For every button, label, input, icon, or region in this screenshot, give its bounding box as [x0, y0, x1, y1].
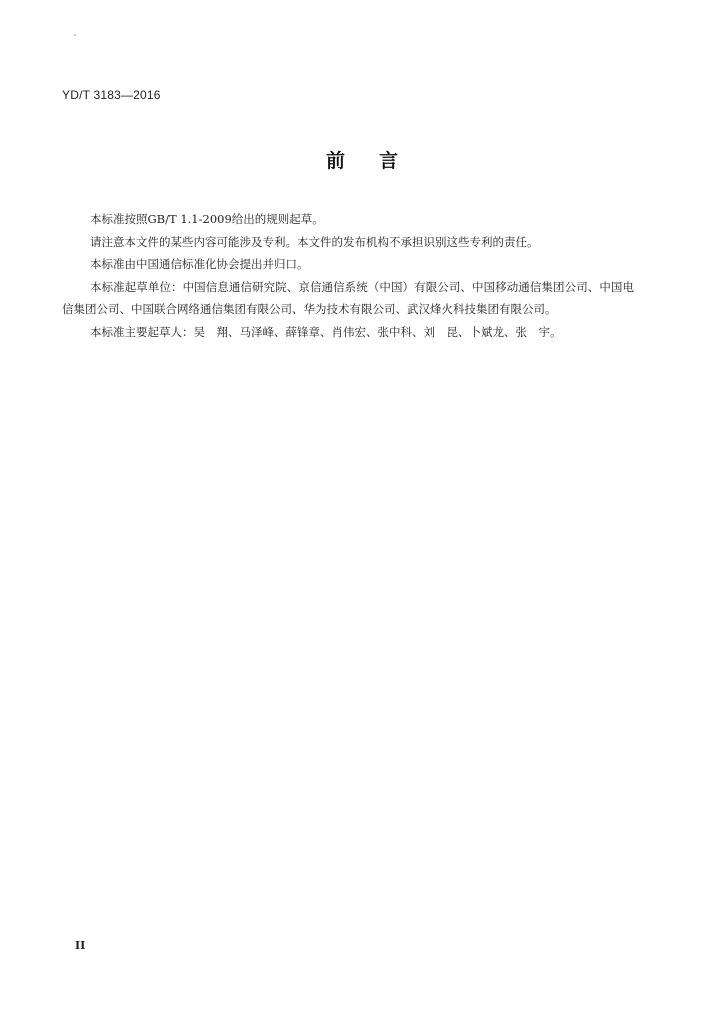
paragraph-proposer: 本标准由中国通信标准化协会提出并归口。	[90, 257, 309, 271]
foreword-body	[62, 208, 634, 343]
paragraph-drafting-rules: 本标准按照GB/T 1.1-2009给出的规则起草。	[90, 212, 324, 226]
standard-code: YD/T 3183—2016	[62, 88, 161, 102]
page-title	[0, 146, 724, 173]
title-char-1: 前	[325, 150, 345, 172]
paragraph-drafting-organizations: 本标准起草单位：中国信息通信研究院、京信通信系统（中国）有限公司、中国移动通信集团公司、中国电信集团公司、中国联合网络通信集团有限公司、华为技术有限公司、武汉烽火科技集团有限公司。	[62, 279, 634, 316]
page-number: II	[75, 939, 86, 952]
paragraph-patent-notice: 请注意本文件的某些内容可能涉及专利。本文件的发布机构不承担识别这些专利的责任。	[90, 234, 539, 249]
scan-speck	[74, 34, 76, 36]
title-char-2: 言	[379, 150, 399, 172]
paragraph-drafters: 本标准主要起草人：吴 翔、马泽峰、薛锋章、肖伟宏、张中科、刘 昆、卜斌龙、张 宇。	[90, 324, 562, 339]
